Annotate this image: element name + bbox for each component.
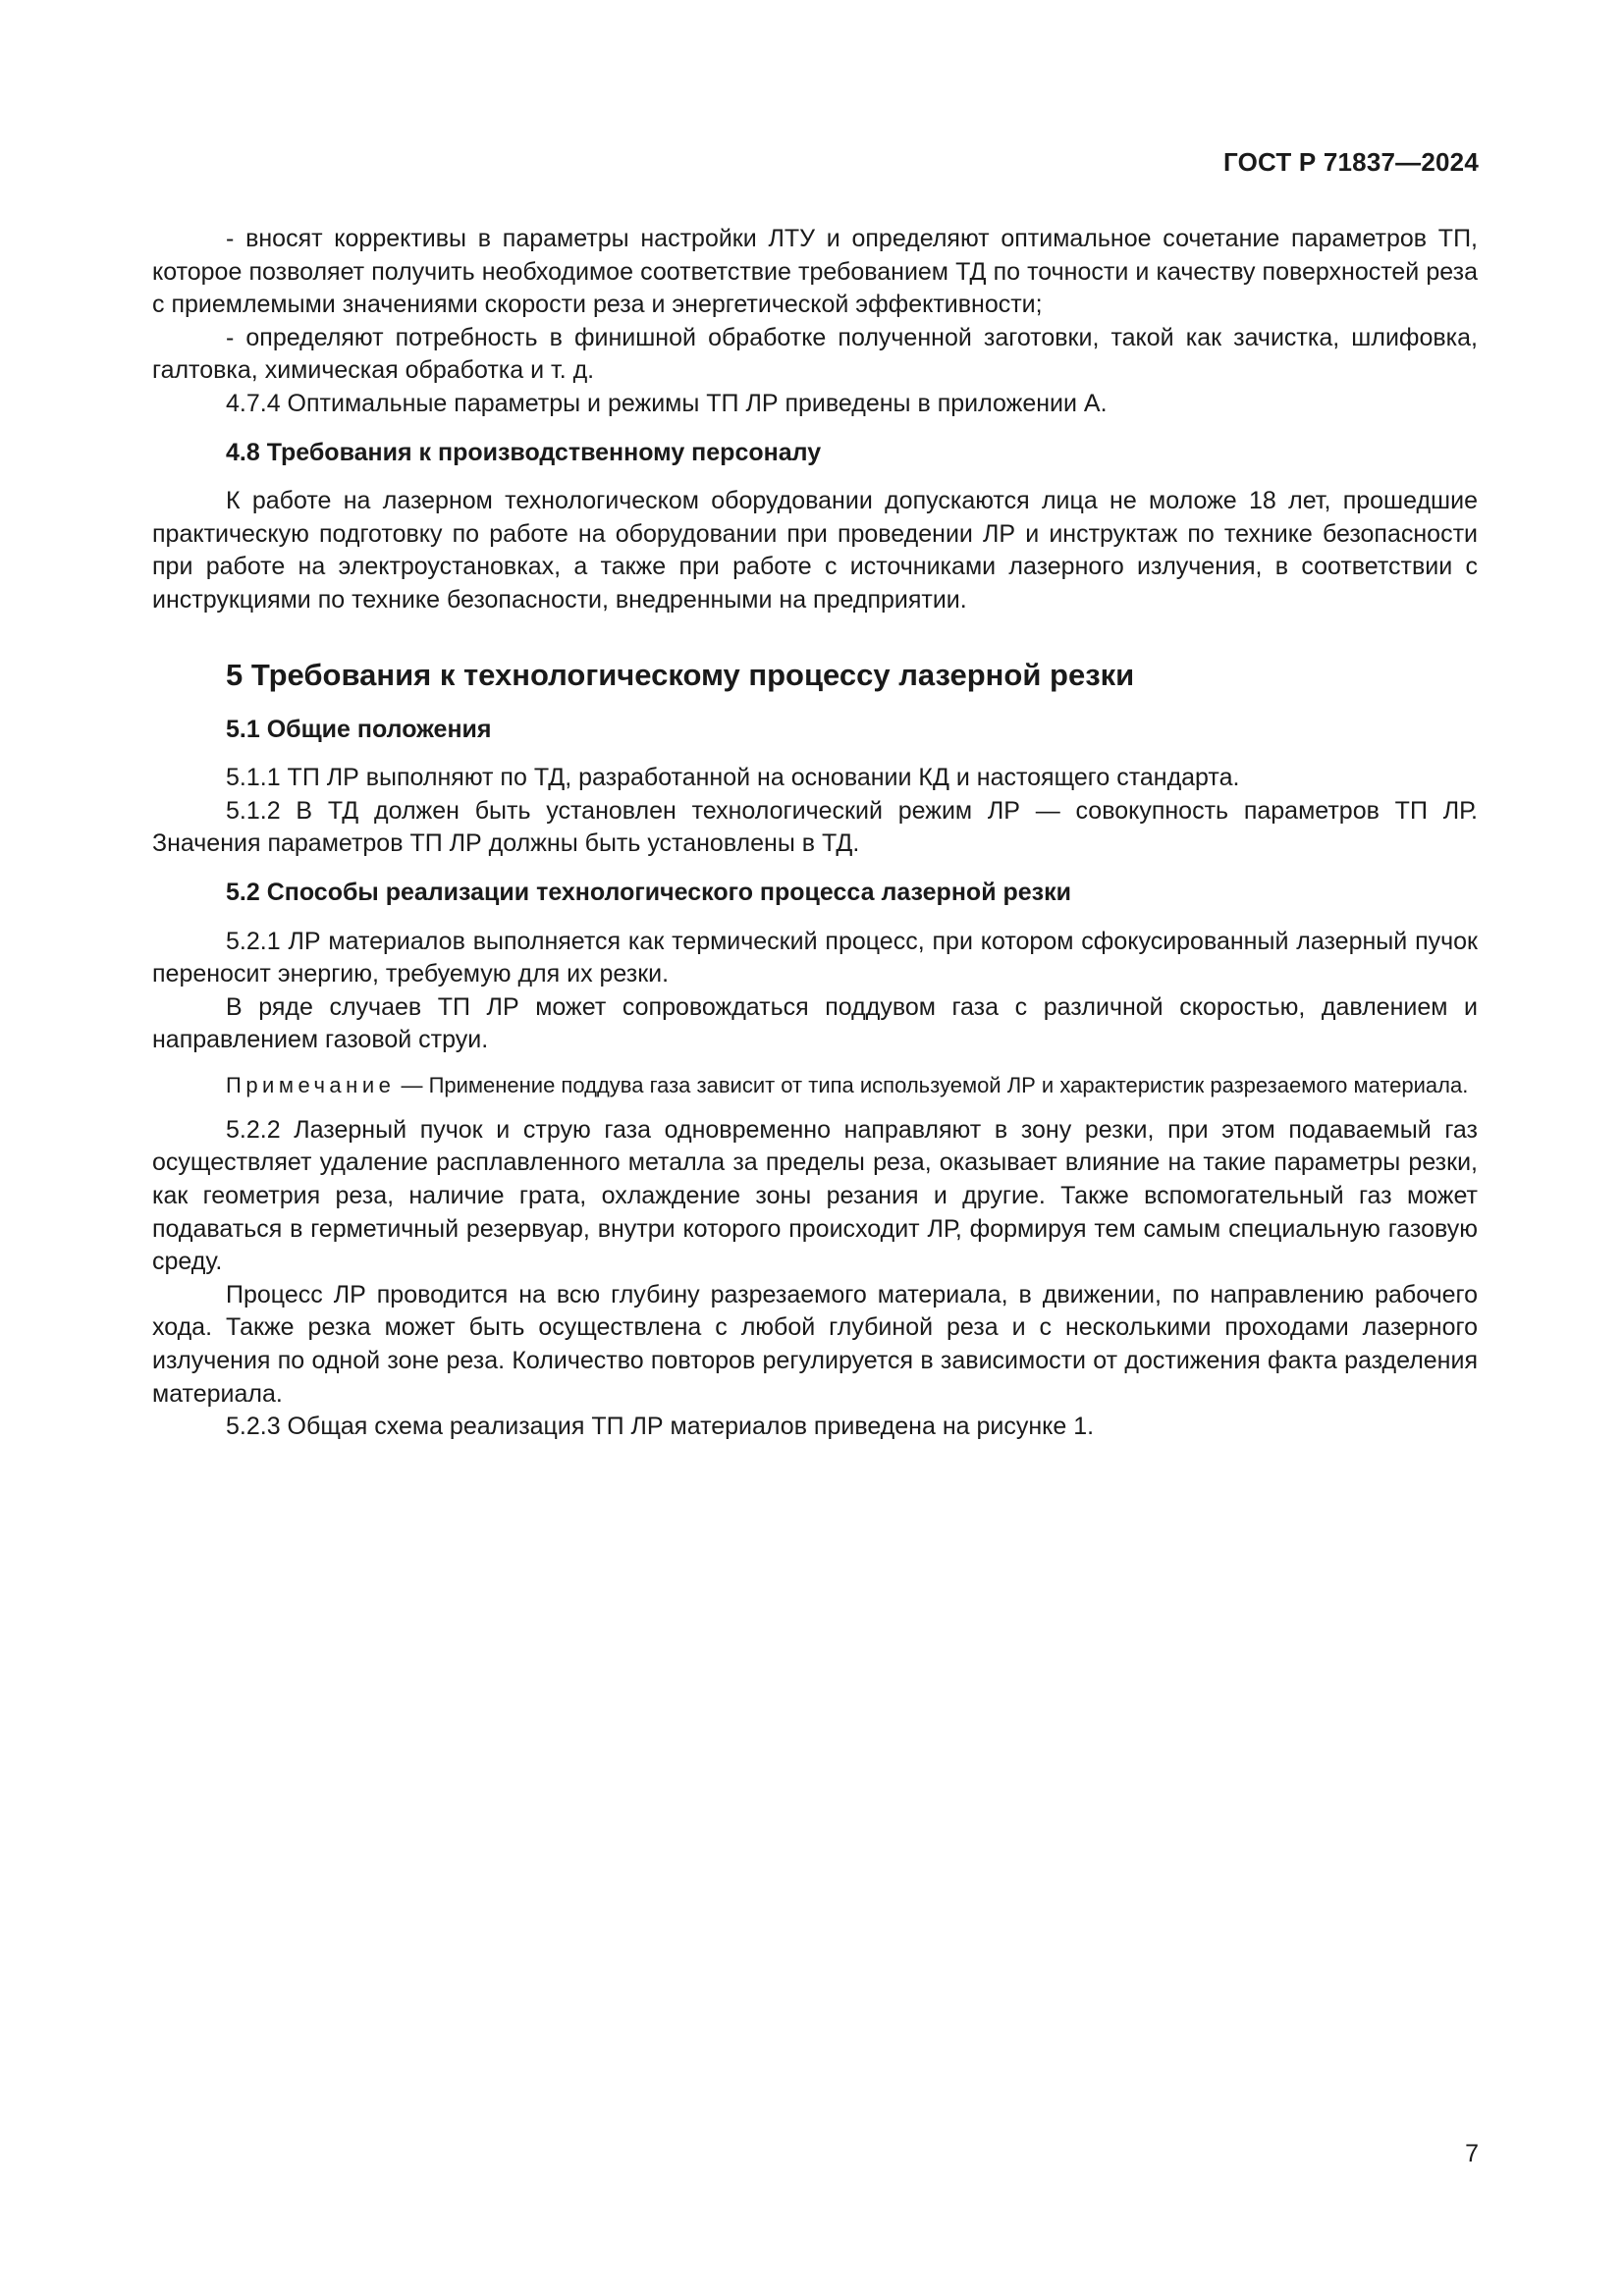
paragraph: 5.2.2 Лазерный пучок и струю газа одновременно направляют в зону резки, при этом подаваемый газ осуществляет удаление расплавленного металла за пределы реза, оказывает влияние на такие параметры резки, как геометрия реза, наличие грата, охлаждение зоны резания и другие. Также вспомогательный газ может подаваться в герметичный резервуар, внутри которого происходит ЛР, формируя тем самым специальную газовую среду. [152,1115,1478,1276]
section-heading-4-8: 4.8 Требования к производственному персоналу [226,438,822,466]
section-heading-5: 5 Требования к технологическому процессу лазерной резки [226,657,1135,692]
paragraph: 5.1.1 ТП ЛР выполняют по ТД, разработанной на основании КД и настоящего стандарта. [226,764,1240,792]
paragraph: В ряде случаев ТП ЛР может сопровождаться поддувом газа с различной скоростью, давлением и направлением газовой струи. [152,992,1478,1054]
note-label: Примечание [226,1072,396,1097]
note [152,1071,1478,1100]
standard-number: ГОСТ Р 71837—2024 [1223,147,1479,177]
section-heading-5-1: 5.1 Общие положения [226,715,492,743]
paragraph: Процесс ЛР проводится на всю глубину разрезаемого материала, в движении, по направлению рабочего хода. Также резка может быть осуществлена с любой глубиной реза и с несколькими проходами лазерного излучения по одной зоне реза. Количество повторов регулируется в зависимости от достижения факта разделения материала. [152,1280,1478,1408]
note-text: — Применение поддува газа зависит от типа используемой ЛР и характеристик разрезаемого материала. [395,1072,1469,1097]
document-body [152,223,1478,1444]
paragraph: - определяют потребность в финишной обработке полученной заготовки, такой как зачистка, шлифовка, галтовка, химическая обработка и т. д. [152,323,1478,385]
paragraph: 5.2.1 ЛР материалов выполняется как термический процесс, при котором сфокусированный лазерный пучок переносит энергию, требуемую для их резки. [152,927,1478,988]
paragraph: 4.7.4 Оптимальные параметры и режимы ТП ЛР приведены в приложении А. [226,389,1108,417]
paragraph: - вносят коррективы в параметры настройки ЛТУ и определяют оптимальное сочетание параметров ТП, которое позволяет получить необходимое соответствие требованием ТД по точности и качеству поверхностей реза с приемлемыми значениями скорости реза и энергетической эффективности; [152,225,1478,319]
paragraph: К работе на лазерном технологическом оборудовании допускаются лица не моложе 18 лет, прошедшие практическую подготовку по работе на оборудовании при проведении ЛР и инструктаж по технике безопасности при работе на электроустановках, а также при работе с источниками лазерного излучения, в соответствии с инструкциями по технике безопасности, внедренными на предприятии. [152,487,1478,614]
section-heading-5-2: 5.2 Способы реализации технологического процесса лазерной резки [226,878,1071,906]
paragraph: 5.1.2 В ТД должен быть установлен технологический режим ЛР — совокупность параметров ТП ЛР. Значения параметров ТП ЛР должны быть установлены в ТД. [152,796,1478,858]
paragraph: 5.2.3 Общая схема реализация ТП ЛР материалов приведена на рисунке 1. [226,1413,1095,1441]
page-number: 7 [1465,2140,1479,2167]
